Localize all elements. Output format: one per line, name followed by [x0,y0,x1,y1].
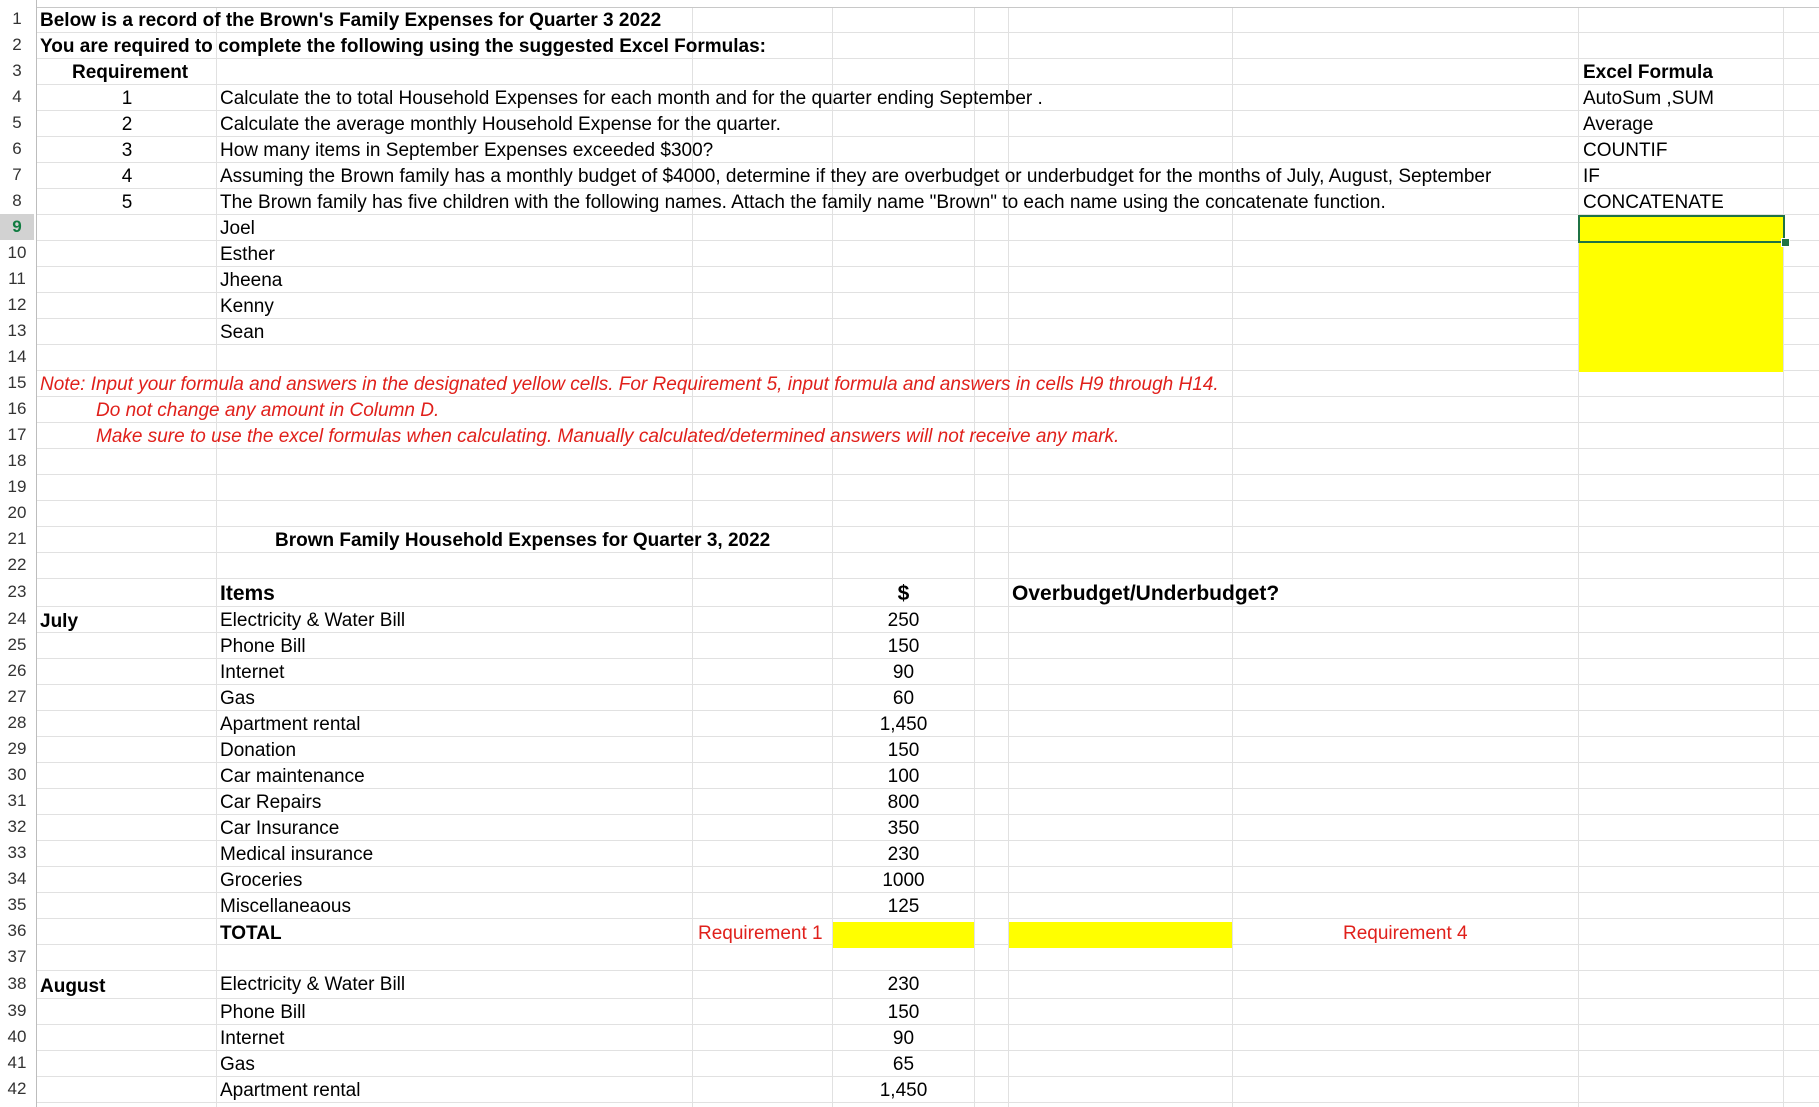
row-number[interactable]: 8 [12,191,22,210]
expense-amount[interactable]: 90 [892,1028,915,1049]
row-number[interactable]: 31 [7,791,27,810]
row-number[interactable]: 26 [7,661,27,680]
child-name: Esther [220,244,275,265]
items-column-header: Items [220,582,275,605]
row-number[interactable]: 24 [7,609,27,628]
table-title: Brown Family Household Expenses for Quarter 3, 2022 [275,530,771,551]
requirement-text: How many items in September Expenses exceeded $300? [220,140,714,161]
requirement-formula: CONCATENATE [1583,192,1724,213]
row-number[interactable]: 16 [7,399,27,418]
requirement-formula: Average [1583,114,1654,135]
requirement-number: 5 [121,192,133,213]
expense-item: Electricity & Water Bill [220,974,406,995]
row-number[interactable]: 35 [7,895,27,914]
expense-item: Internet [220,662,285,683]
row-number[interactable]: 38 [7,974,27,993]
gridline [0,474,1819,475]
requirement-text: Assuming the Brown family has a monthly budget of $4000, determine if they are overbudget or underbudget for the months of July, August, September [220,166,1492,187]
row-number[interactable]: 18 [7,451,27,470]
gridline [0,552,1819,553]
expense-item: Electricity & Water Bill [220,610,406,631]
month-label-august: August [40,976,106,997]
requirement-text: Calculate the average monthly Household Expense for the quarter. [220,114,781,135]
row-number[interactable]: 21 [7,529,27,548]
expense-item: Car Repairs [220,792,322,813]
requirement-formula: IF [1583,166,1600,187]
expense-amount[interactable]: 1000 [882,870,925,891]
row-number[interactable]: 5 [12,113,22,132]
expense-amount[interactable]: 60 [892,688,915,709]
row-number[interactable]: 37 [7,947,27,966]
row-number[interactable]: 30 [7,765,27,784]
expense-item: Medical insurance [220,844,374,865]
expense-amount[interactable]: 65 [892,1054,915,1075]
expense-amount[interactable]: 150 [887,636,920,657]
expense-item: Apartment rental [220,714,361,735]
selected-cell-h9[interactable] [1578,215,1785,243]
row-number[interactable]: 34 [7,869,27,888]
expense-amount[interactable]: 100 [887,766,920,787]
note-line: Do not change any amount in Column D. [96,400,440,421]
row-number[interactable]: 3 [12,61,22,80]
expense-item: Car Insurance [220,818,340,839]
gridline [216,0,217,1107]
row-number[interactable]: 10 [7,243,27,262]
row-number[interactable]: 11 [8,269,26,288]
expense-item: Car maintenance [220,766,365,787]
expense-item: Groceries [220,870,303,891]
expense-amount[interactable]: 250 [887,610,920,631]
row-number[interactable]: 4 [12,87,22,106]
requirement-number: 1 [121,88,133,109]
sheet-instruction: You are required to complete the following using the suggested Excel Formulas: [40,36,766,57]
expense-item: Gas [220,688,255,709]
gridline [1783,0,1784,1107]
row-number[interactable]: 23 [7,582,27,601]
expense-amount[interactable]: 230 [887,974,920,995]
expense-amount[interactable]: 230 [887,844,920,865]
budget-column-header: Overbudget/Underbudget? [1012,582,1280,605]
gridline [0,578,1819,579]
requirement-header: Requirement [72,62,189,83]
expense-item: Apartment rental [220,1080,361,1101]
row-number[interactable]: 40 [7,1027,27,1046]
row-number[interactable]: 9 [0,214,34,240]
gridline [0,500,1819,501]
total-label: TOTAL [220,923,282,944]
row-number[interactable]: 36 [7,921,27,940]
expense-amount[interactable]: 350 [887,818,920,839]
gridline [0,526,1819,527]
row-number[interactable]: 19 [7,477,27,496]
expense-item: Internet [220,1028,285,1049]
row-number[interactable]: 17 [7,425,27,444]
row-number[interactable]: 29 [7,739,27,758]
requirement-formula: AutoSum ,SUM [1583,88,1714,109]
requirement-formula: COUNTIF [1583,140,1668,161]
row-number[interactable]: 20 [7,503,27,522]
gridline [0,970,1819,971]
row-number[interactable]: 14 [7,347,27,366]
requirement-number: 3 [121,140,133,161]
yellow-cell-july-total[interactable] [833,922,974,948]
row-number[interactable]: 22 [7,555,27,574]
expense-amount[interactable]: 1,450 [879,714,928,735]
row-number[interactable]: 32 [7,817,27,836]
row-number[interactable]: 15 [7,373,27,392]
child-name: Sean [220,322,265,343]
row-number[interactable]: 1 [12,9,22,28]
requirement-text: The Brown family has five children with the following names. Attach the family name "Brown" to each name using the concatenate function. [220,192,1386,213]
requirement-number: 4 [121,166,133,187]
gridline [0,344,1819,345]
expense-item: Gas [220,1054,255,1075]
row-number[interactable]: 28 [7,713,27,732]
row-number[interactable]: 13 [7,321,27,340]
gridline [0,370,1819,371]
child-name: Kenny [220,296,274,317]
expense-item: Phone Bill [220,636,306,657]
amount-column-header: $ [897,582,910,605]
expense-amount[interactable]: 90 [892,662,915,683]
expense-amount[interactable]: 150 [887,740,920,761]
row-number[interactable]: 42 [7,1079,27,1098]
expense-item: Phone Bill [220,1002,306,1023]
row-number[interactable]: 2 [12,35,22,54]
expense-amount[interactable]: 1,450 [879,1080,928,1101]
gridline [1578,0,1579,1107]
child-name: Joel [220,218,255,239]
requirement-number: 2 [121,114,133,135]
requirement-1-label: Requirement 1 [698,923,823,944]
requirement-text: Calculate the to total Household Expenses for each month and for the quarter ending September . [220,88,1043,109]
requirement-4-label: Requirement 4 [1343,923,1468,944]
fill-handle[interactable] [1781,238,1790,247]
expense-item: Donation [220,740,297,761]
row-number[interactable]: 12 [7,295,27,314]
row-number[interactable]: 33 [7,843,27,862]
row-number[interactable]: 25 [7,635,27,654]
child-name: Jheena [220,270,283,291]
expense-amount[interactable]: 800 [887,792,920,813]
sheet-heading: Below is a record of the Brown's Family Expenses for Quarter 3 2022 [40,10,662,31]
gridline [0,998,1819,999]
row-header-column [0,0,37,1107]
column-header-strip [0,0,1819,8]
excel-formula-header: Excel Formula [1583,62,1713,83]
expense-amount[interactable]: 125 [887,896,920,917]
expense-item: Miscellaneaous [220,896,351,917]
note-line: Note: Input your formula and answers in the designated yellow cells. For Requirement 5, input formula and answers in cells H9 through H14. [40,374,1219,395]
yellow-cell-july-budget[interactable] [1009,922,1232,948]
gridline [0,606,1819,607]
row-number[interactable]: 41 [7,1053,27,1072]
month-label-july: July [40,611,79,632]
row-number[interactable]: 39 [7,1001,27,1020]
expense-amount[interactable]: 150 [887,1002,920,1023]
row-number[interactable]: 27 [7,687,27,706]
gridline [0,240,1819,241]
row-number[interactable]: 6 [12,139,22,158]
note-line: Make sure to use the excel formulas when calculating. Manually calculated/determined answers will not receive any mark. [96,426,1120,447]
gridline [0,84,1819,85]
row-number[interactable]: 7 [12,165,22,184]
